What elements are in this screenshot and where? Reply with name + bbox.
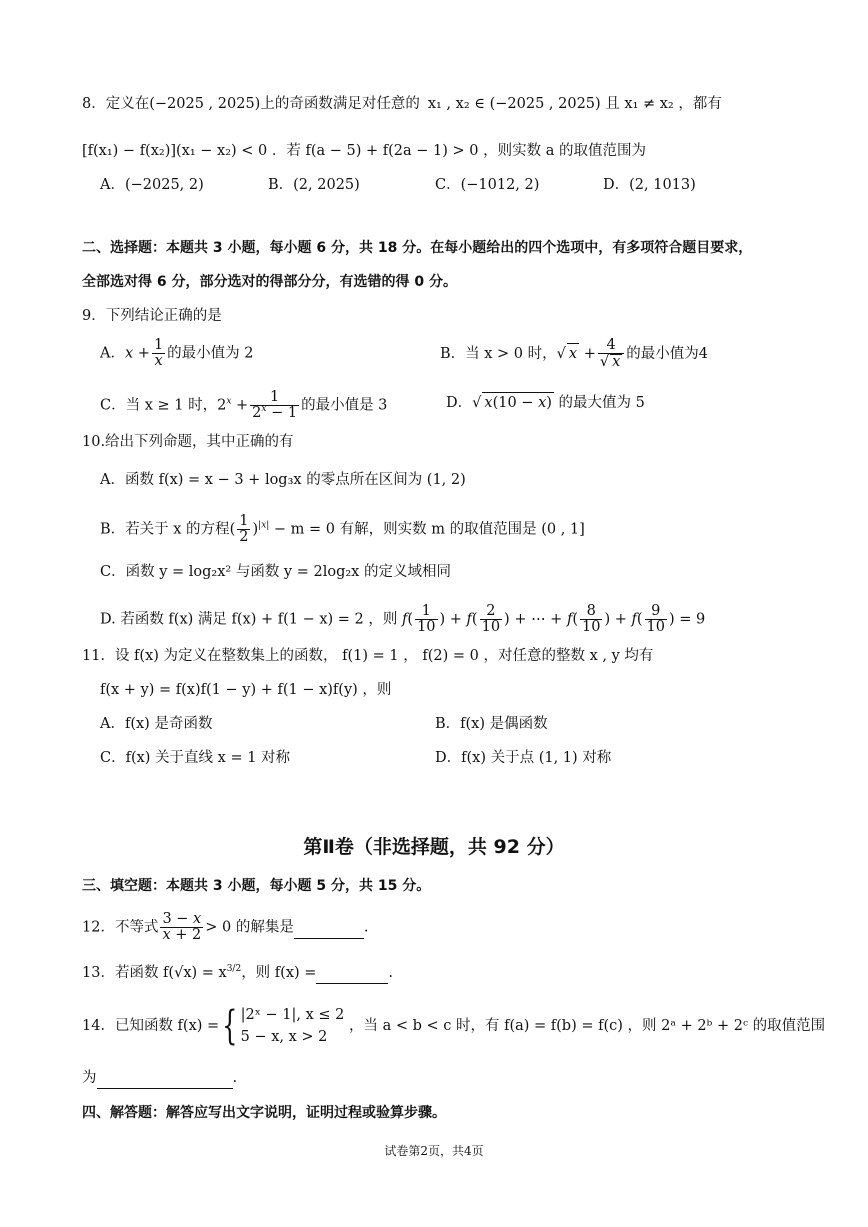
- part2-title: 第Ⅱ卷（非选择题，共 92 分）: [303, 836, 565, 858]
- q12: 12．不等式 $\frac{3 - x}{x + 2}$ > 0 的解集是 .: [82, 911, 369, 943]
- q8-option-a: A．(−2025, 2): [100, 177, 204, 193]
- fraction: $\frac{1}{2}$: [239, 513, 249, 545]
- q11-option-b: B．f(x) 是偶函数: [435, 716, 548, 732]
- fraction: $\frac{9}{10}$: [646, 603, 665, 635]
- q9-option-c: C．当 x ≥ 1 时，$2^x$ + $\frac{1}{2^x - 1}$ 的最小值是 3: [100, 389, 388, 421]
- page-footer: 试卷第2页，共4页: [384, 1144, 484, 1158]
- q8-number: 8．: [82, 96, 106, 112]
- q8-text-b: x₁ , x₂ ∈ (−2025 , 2025) 且 x₁ ≠ x₂ ，都有: [427, 96, 722, 112]
- fraction: $\frac{2}{10}$: [481, 603, 501, 635]
- q9-option-b: B．当 x > 0 时，√ x + $\frac{4}{√ x}$ 的最小值为4: [440, 337, 709, 370]
- q11-stem: 11．设 f(x) 为定义在整数集上的函数， f(1) = 1 ， f(2) = 0 ，对任意的整数 x , y 均有: [82, 648, 654, 664]
- q8-option-b: B．(2, 2025): [268, 177, 360, 193]
- answer-blank[interactable]: [316, 963, 388, 984]
- q8-option-d: D．(2, 1013): [603, 177, 696, 193]
- q8-option-c: C．(−1012, 2): [435, 177, 540, 193]
- q10-option-d: D. 若函数 f(x) 满足 f(x) + f(1 − x) = 2 ，则 f( $\frac{1}{10}$ ) + f( $\frac{2}{10}$ ) + ⋯ + f( $\frac{8}{10}$ ) + f( $\frac{9}{10}$ ) = 9: [100, 603, 706, 635]
- q10-option-a: A．函数 f(x) = x − 3 + log₃x 的零点所在区间为 (1, 2): [100, 472, 466, 488]
- q9-option-a: A．x + $\frac{1}{x}$ 的最小值为 2: [100, 337, 254, 369]
- fraction: $\frac{1}{x}$: [153, 337, 164, 369]
- q10-stem: 10.给出下列命题，其中正确的有: [82, 434, 294, 450]
- q13: 13．若函数 $f(√x) = x^{3/2}$，则 f(x) = .: [82, 963, 393, 984]
- q11-option-d: D．f(x) 关于点 (1, 1) 对称: [435, 750, 612, 766]
- q9-stem: 9．下列结论正确的是: [82, 308, 222, 324]
- section4-heading: 四、解答题：解答应写出文字说明，证明过程或验算步骤。: [82, 1105, 446, 1121]
- answer-blank[interactable]: [97, 1068, 233, 1089]
- brace-icon: {: [222, 1003, 238, 1049]
- q10-option-b: B．若关于 x 的方程( $\frac{1}{2}$ )$^{|x|}$ − m = 0 有解，则实数 m 的取值范围是 (0 , 1]: [100, 513, 585, 545]
- q10-option-c: C．函数 y = log₂x² 与函数 y = 2log₂x 的定义域相同: [100, 564, 451, 580]
- q8-text-c: [f(x₁) − f(x₂)](x₁ − x₂) < 0 ．若 f(a − 5) + f(2a − 1) > 0 ，则实数 a 的取值范围为: [82, 143, 646, 159]
- q9-option-d: D．√ x(10 − x) 的最大值为 5: [446, 392, 645, 413]
- fraction: $\frac{1}{2^x - 1}$: [252, 389, 298, 421]
- q11-option-a: A．f(x) 是奇函数: [100, 716, 213, 732]
- piecewise-cases: |2ˣ − 1|, x ≤ 2 5 − x, x > 2: [240, 1007, 345, 1045]
- section3-heading: 三、填空题：本题共 3 小题，每小题 5 分，共 15 分。: [82, 878, 431, 894]
- q8-text-a: 定义在(−2025 , 2025)上的奇函数满足对任意的: [105, 96, 420, 112]
- q11-equation: f(x + y) = f(x)f(1 − y) + f(1 − x)f(y) ，则: [100, 682, 392, 698]
- answer-blank[interactable]: [294, 918, 364, 939]
- q11-option-c: C．f(x) 关于直线 x = 1 对称: [100, 750, 291, 766]
- section2-line1: 二、选择题：本题共 3 小题，每小题 6 分，共 18 分。在每小题给出的四个选项中，有多项符合题目要求，: [82, 240, 753, 256]
- section2-line2: 全部选对得 6 分，部分选对的得部分分，有选错的得 0 分。: [82, 274, 457, 290]
- fraction: $\frac{1}{10}$: [417, 603, 436, 635]
- q8-line2: [82, 141, 646, 161]
- q14-line2: 为 .: [82, 1068, 237, 1089]
- fraction: $\frac{8}{10}$: [582, 603, 601, 635]
- fraction: $\frac{4}{√ x}$: [598, 338, 624, 370]
- fraction: $\frac{3 - x}{x + 2}$: [162, 911, 202, 943]
- q14-line1: 14．已知函数 f(x) ={ |2ˣ − 1|, x ≤ 2 5 − x, x > 2 ，当 a < b < c 时，有 f(a) = f(b) = f(c) ，则 2ᵃ + 2ᵇ + 2ᶜ 的取值范围: [82, 1003, 826, 1049]
- q8-line1: [82, 94, 722, 114]
